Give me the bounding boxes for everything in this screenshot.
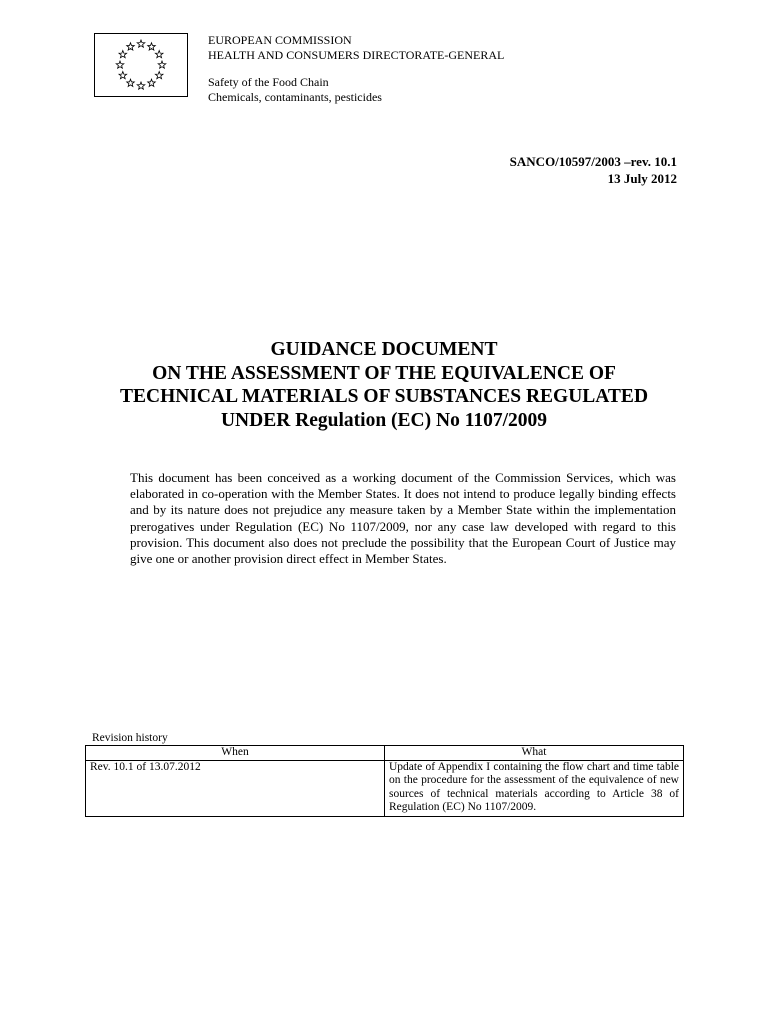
revision-history-table [85,745,684,817]
revision-history-caption: Revision history [92,732,168,744]
column-header-what: What [385,746,684,761]
star-icon [127,79,135,86]
org-name: EUROPEAN COMMISSION [208,33,352,47]
reference-code: SANCO/10597/2003 –rev. 10.1 [509,154,677,169]
directorate-name: HEALTH AND CONSUMERS DIRECTORATE-GENERAL [208,47,505,62]
star-icon [119,51,127,58]
star-icon [119,72,127,79]
title-line-4: UNDER Regulation (EC) No 1107/2009 [220,409,548,431]
unit-name: Safety of the Food Chain [208,75,329,89]
star-icon [137,40,145,47]
star-icon [116,61,124,68]
revision-what-cell: Update of Appendix I containing the flow chart and time table on the procedure for the assessment of the equivalence of new sources of technical materials according to Article 38 of Regulation (EC) No 1107/2009. [385,760,684,816]
title-line-1: GUIDANCE DOCUMENT [270,339,498,360]
table-row [86,760,684,816]
unit-subname: Chemicals, contaminants, pesticides [208,89,382,104]
eu-flag-stars-icon [95,34,187,96]
revision-when-cell: Rev. 10.1 of 13.07.2012 [86,760,385,816]
disclaimer-paragraph: This document has been conceived as a working document of the Commission Services, which was elaborated in co-operation with the Member States. It does not intend to produce legally binding effects and by its nature does not prejudice any measure taken by a Member State within the implementation prerogatives under Regulation (EC) No 1107/2009, nor any case law developed with regard to this provision. This document also does not preclude the possibility that the European Court of Justice may give one or another provision direct effect in Member States. [130,470,676,567]
star-icon [148,79,156,86]
eu-logo [94,33,188,97]
star-icon [148,43,156,50]
star-icon [137,82,145,89]
star-icon [155,51,163,58]
reference-date: 13 July 2012 [607,171,677,186]
star-icon [155,72,163,79]
title-line-2: ON THE ASSESSMENT OF THE EQUIVALENCE OF [152,362,616,384]
title-line-3: TECHNICAL MATERIALS OF SUBSTANCES REGULATED [119,386,649,407]
document-reference [510,153,677,187]
column-header-when: When [86,746,385,761]
star-icon [127,43,135,50]
document-title [0,338,768,432]
star-icon [158,61,166,68]
document-header [208,33,504,104]
table-header-row [86,746,684,761]
